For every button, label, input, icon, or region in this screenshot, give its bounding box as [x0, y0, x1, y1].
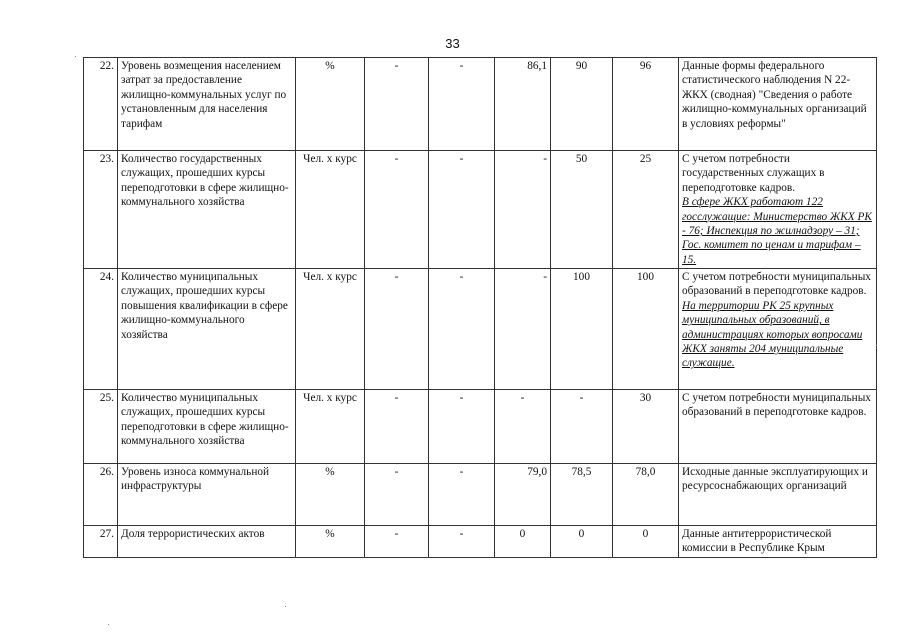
value-cell-3: 86,1 — [495, 58, 551, 151]
indicator-name: Уровень износа коммунальной инфраструктуры — [118, 464, 296, 526]
unit-cell: % — [296, 464, 365, 526]
source-text: С учетом потребности государственных служащих в переподготовке кадров. — [682, 153, 825, 194]
indicator-name: Доля террористических актов — [118, 526, 296, 558]
table-row — [84, 269, 877, 390]
unit-cell: % — [296, 58, 365, 151]
value-cell-5: 96 — [613, 58, 679, 151]
table-row — [84, 464, 877, 526]
value-cell-4: 0 — [551, 526, 613, 558]
scan-speck — [876, 345, 877, 346]
value-cell-1: - — [365, 58, 429, 151]
source-cell — [679, 151, 877, 269]
value-cell-4: - — [551, 390, 613, 464]
value-cell-3: 79,0 — [495, 464, 551, 526]
source-note: На территории РК 25 крупных муниципальных образований, в администрациях которых вопросами ЖКХ заняты 204 муниципальные служащие. — [682, 299, 863, 370]
value-cell-2: - — [429, 151, 495, 269]
value-cell-4: 78,5 — [551, 464, 613, 526]
table-row — [84, 151, 877, 269]
scan-speck — [75, 56, 76, 57]
row-number: 26. — [84, 464, 118, 526]
value-cell-3: - — [495, 390, 551, 464]
source-text: С учетом потребности муниципальных образований в переподготовке кадров. — [682, 392, 871, 419]
source-cell — [679, 464, 877, 526]
indicators-table — [83, 57, 877, 558]
unit-cell: % — [296, 526, 365, 558]
source-cell — [679, 58, 877, 151]
row-number: 24. — [84, 269, 118, 390]
indicator-name: Количество муниципальных служащих, прошедших курсы переподготовки в сфере жилищно-коммунального хозяйства — [118, 390, 296, 464]
indicator-name: Уровень возмещения населением затрат за предоставление жилищно-коммунальных услуг по установленным для населения тарифам — [118, 58, 296, 151]
value-cell-2: - — [429, 269, 495, 390]
scan-speck — [108, 624, 109, 625]
value-cell-1: - — [365, 464, 429, 526]
source-text: С учетом потребности муниципальных образований в переподготовке кадров. — [682, 271, 871, 298]
value-cell-2: - — [429, 58, 495, 151]
page-number: 33 — [445, 36, 460, 51]
source-note: В сфере ЖКХ работают 122 госслужащие: Министерство ЖКХ РК - 76; Инспекция по жилнадзору – 31; Гос. комитет по ценам и тарифам – 15. — [682, 196, 872, 266]
row-number: 25. — [84, 390, 118, 464]
value-cell-4: 90 — [551, 58, 613, 151]
value-cell-2: - — [429, 526, 495, 558]
unit-cell: Чел. х курс — [296, 151, 365, 269]
value-cell-2: - — [429, 390, 495, 464]
table-row — [84, 58, 877, 151]
row-number: 27. — [84, 526, 118, 558]
source-cell — [679, 526, 877, 558]
value-cell-3: 0 — [495, 526, 551, 558]
value-cell-4: 50 — [551, 151, 613, 269]
source-cell — [679, 269, 877, 390]
value-cell-5: 78,0 — [613, 464, 679, 526]
value-cell-1: - — [365, 269, 429, 390]
table-row — [84, 526, 877, 558]
row-number: 23. — [84, 151, 118, 269]
source-cell — [679, 390, 877, 464]
value-cell-2: - — [429, 464, 495, 526]
value-cell-4: 100 — [551, 269, 613, 390]
indicator-name: Количество муниципальных служащих, прошедших курсы повышения квалификации в сфере жилищно-коммунального хозяйства — [118, 269, 296, 390]
scan-speck — [285, 606, 286, 607]
source-text: Исходные данные эксплуатирующих и ресурсоснабжающих организаций — [682, 466, 868, 493]
unit-cell: Чел. х курс — [296, 269, 365, 390]
value-cell-5: 0 — [613, 526, 679, 558]
value-cell-1: - — [365, 390, 429, 464]
value-cell-1: - — [365, 151, 429, 269]
value-cell-5: 30 — [613, 390, 679, 464]
source-text: Данные антитеррористической комиссии в Республике Крым — [682, 528, 832, 555]
table-row — [84, 390, 877, 464]
value-cell-1: - — [365, 526, 429, 558]
value-cell-3: - — [495, 269, 551, 390]
value-cell-3: - — [495, 151, 551, 269]
value-cell-5: 25 — [613, 151, 679, 269]
row-number: 22. — [84, 58, 118, 151]
source-text: Данные формы федерального статистического наблюдения N 22-ЖКХ (сводная) "Сведения о работе жилищно-коммунальных организаций в условиях реформы" — [682, 60, 867, 130]
indicator-name: Количество государственных служащих, прошедших курсы переподготовки в сфере жилищно-коммунального хозяйства — [118, 151, 296, 269]
unit-cell: Чел. х курс — [296, 390, 365, 464]
value-cell-5: 100 — [613, 269, 679, 390]
